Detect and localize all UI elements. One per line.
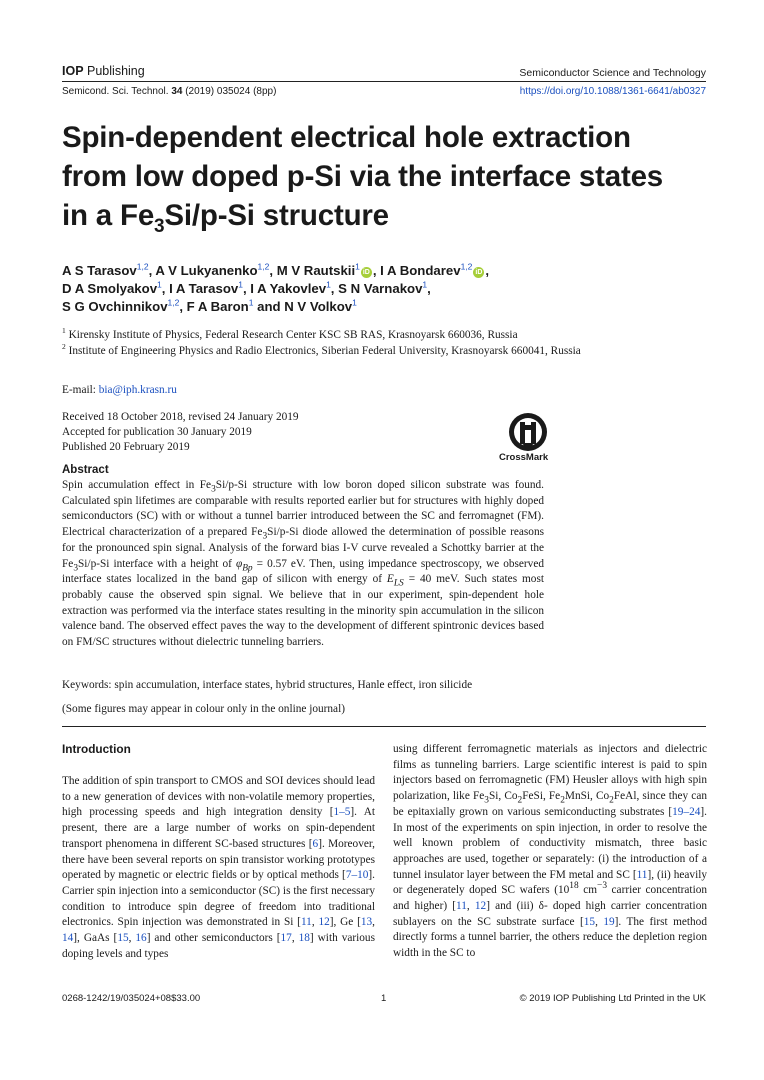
reference-link[interactable]: 14 bbox=[62, 932, 74, 945]
email-link[interactable]: bia@iph.krasn.ru bbox=[98, 384, 177, 396]
left-column bbox=[62, 742, 375, 962]
reference-link[interactable]: 19 bbox=[603, 915, 615, 928]
keywords: Keywords: spin accumulation, interface states, hybrid structures, Hanle effect, iron silicide bbox=[62, 679, 473, 691]
reference-link[interactable]: 16 bbox=[135, 932, 147, 945]
affiliations: $^1$ Kirensky Institute of Physics, Federal Research Center KSC SB RAS, Krasnoyarsk 660036, Russia $^2$ Institute of Engineering Physics and Radio Electronics, Siberian Federal University, Krasnoyarsk 660041, Russia bbox=[62, 326, 581, 357]
reference-link[interactable]: 11 bbox=[300, 916, 312, 929]
orcid-icon[interactable]: iD bbox=[362, 269, 370, 276]
author-list: A S Tarasov$^{1,2}$, A V Lukyanenko$^{1,2}$, M V Rautskii$^1$iD , I A Bondarev$^{1,2}$iD , D A Smolyakov$^1$, I A Tarasov$^1$, I A Yakovlev$^1$, S N Varnakov$^1$, S G Ovchinnikov$^{1,2}$, F A Baron$^1$ and N V Volkov$^1$ bbox=[62, 261, 490, 314]
intro-paragraph-right: using different ferromagnetic materials as injectors and dielectric films as tunneling barriers. Large scientific interest is paid to spin injectors based on ferromagnetic (FM) Heusler alloys with high spin polarization, like $Fe_3Si$, $Co_2FeSi$, $Fe_2MnSi$, $Co_2FeAl$, since they can be epitaxially grown on various semiconducting substrates [19–24]. In most of the experiments on spin injection, in order to resolve the well known problem of conductivity mismatch, three basic approaches are used, together or separately: (i) the introduction of a tunnel insulator layer between the FM metal and SC [11], (ii) heavily or degenerately doped SC wafers ($10^{18}$ $cm^{-3}$ carrier concentration and higher) [11, 12] and (iii) δ- doped high carrier concentration sublayers on the SC substrate surface [15, 19]. The first method directly forms a tunnel barrier, the others reduce the depletion region width in the SC to bbox=[393, 743, 708, 960]
colour-note: (Some figures may appear in colour only in the online journal) bbox=[62, 703, 345, 715]
reference-link[interactable]: 12 bbox=[474, 900, 487, 913]
reference-link[interactable]: 15 bbox=[117, 932, 129, 945]
reference-link[interactable]: 11 bbox=[636, 868, 648, 881]
reference-link[interactable]: 13 bbox=[360, 916, 373, 929]
reference-link[interactable]: 12 bbox=[318, 916, 330, 929]
abstract-text: Spin accumulation effect in $Fe_3Si/p-Si$ structure with low boron doped silicon substrate was found. Calculated spin lifetimes are comparable with results reported earlier but for structures with highly doped semiconductors (SC) with or without a tunnel barrier introduced between the SC and ferromagnet (FM). Electrical characterization of a prepared $Fe_3Si/p-Si$ diode allowed the determination of possible reasons for the pronounced spin signal. Analysis of the forward bias I-V curve revealed a Schottky barrier at the $Fe_3Si/p-Si$ interface with a height of $\varphi_{Bp} = 0.57$ eV. Then, using impedance spectroscopy, we observed interface states localized in the band gap of silicon with energy of $E_{LS} = 40$ meV. Such states most probably cause the observed spin signal. We believe that in our experiment, spin-dependent hole extraction was performed via the interface states resulting in the minority spin accumulation in the silicon valence band. The observed effect paves the way to the development of different spintronic devices based on FM/SC structures without dielectric tunneling barriers. bbox=[62, 479, 545, 649]
reference-link[interactable]: 6 bbox=[312, 837, 319, 850]
paper-title: Spin-dependent electrical hole extraction from low doped p-Si via the interface states in a $Fe_3Si/p-Si$ structure bbox=[62, 121, 663, 237]
reference-link[interactable]: 7–10 bbox=[345, 869, 369, 882]
publication-dates: Received 18 October 2018, revised 24 January 2019 Accepted for publication 30 January 2019 Published 20 February 2019 bbox=[62, 411, 299, 453]
reference-link[interactable]: 19–24 bbox=[672, 805, 701, 818]
header-rule bbox=[62, 81, 706, 82]
reference-link[interactable]: 15 bbox=[583, 915, 596, 928]
introduction-heading: Introduction bbox=[62, 742, 131, 756]
abstract-heading: Abstract bbox=[62, 464, 109, 476]
copyright: © 2019 IOP Publishing Ltd Printed in the UK bbox=[519, 993, 706, 1004]
intro-paragraph-left: The addition of spin transport to CMOS and SOI devices should lead to a new generation of devices with non-volatile memory properties, high processing speeds and high integration density [1–5]. At present, there are a large number of works on spin-dependent transport phenomena in different SC-based structures [6]. Moreover, there have been several reports on spin transistor working prototypes operated by magnetic or electric fields or by optical methods [7–10]. Carrier spin injection into a semiconductor (SC) is the first necessary condition to introduce spin degree of freedom into traditional electronics. Spin injection was demonstrated in Si [11, 12], Ge [13, 14], GaAs [15, 16] and other semiconductors [17, 18] with various doping levels and types bbox=[62, 775, 375, 960]
section-rule bbox=[62, 726, 706, 727]
reference-link[interactable]: 17 bbox=[280, 932, 292, 945]
orcid-icon[interactable]: iD bbox=[475, 269, 483, 276]
citation: Semicond. Sci. Technol. 34 (2019) 035024 (8pp) bbox=[62, 86, 277, 97]
issn-price: 0268-1242/19/035024+08$33.00 bbox=[62, 993, 201, 1004]
publisher-logo: IOP Publishing bbox=[62, 64, 145, 78]
crossmark-label: CrossMark bbox=[499, 452, 549, 463]
right-column bbox=[393, 742, 707, 962]
reference-link[interactable]: 11 bbox=[456, 900, 467, 913]
doi-link[interactable]: https://doi.org/10.1088/1361-6641/ab0327 bbox=[519, 86, 706, 97]
page-number: 1 bbox=[381, 993, 387, 1004]
email: E-mail: bia@iph.krasn.ru bbox=[62, 384, 177, 396]
reference-link[interactable]: 1–5 bbox=[333, 806, 351, 819]
reference-link[interactable]: 18 bbox=[298, 932, 310, 945]
journal-name: Semiconductor Science and Technology bbox=[519, 67, 706, 79]
